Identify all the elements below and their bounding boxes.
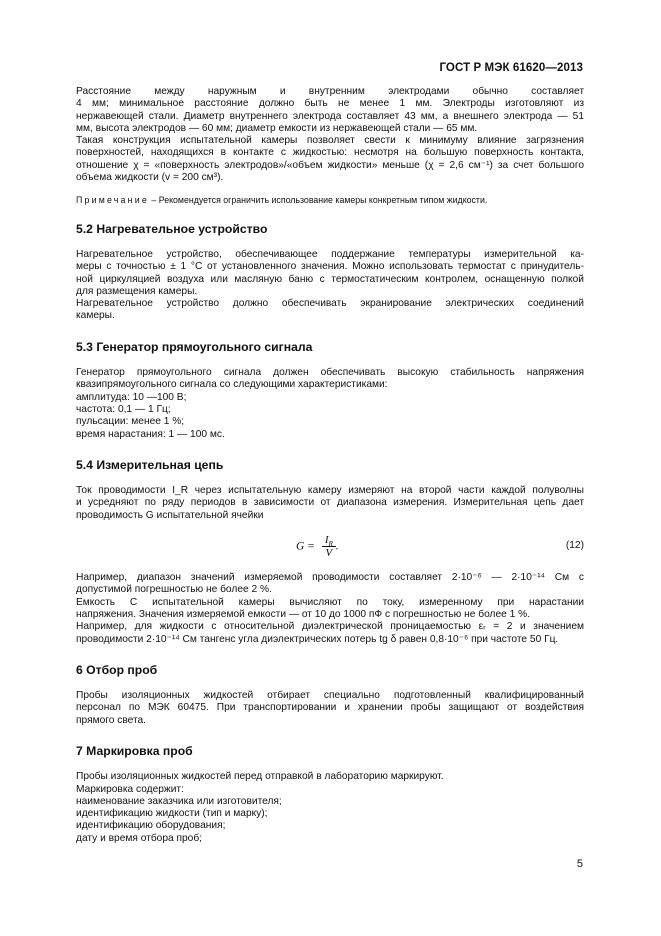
s52-paragraph-2 [76, 298, 584, 323]
formula-numerator [322, 534, 336, 547]
formula-denominator: V [325, 547, 333, 560]
text-line: Например, диапазон значений измеряемой проводимости составляет 2·10⁻⁶ — 2·10⁻¹⁴ См с [76, 572, 584, 584]
s54-paragraph-1 [76, 485, 584, 522]
text-line: Нагревательное устройство, обеспечивающее поддержание температуры измерительной ка- [76, 248, 584, 260]
formula-tail: . [335, 540, 339, 553]
s54-paragraph-3 [76, 597, 584, 622]
s54-paragraph-2 [76, 572, 584, 597]
numerator-symbol: I [324, 534, 329, 547]
s54-paragraph-4 [76, 621, 584, 646]
text-line: 4 мм; минимальное расстояние должно быть не менее 1 мм. Электроды изготовляют из [76, 98, 584, 110]
text-line: прямого света. [76, 714, 147, 726]
text-line: напряжения. Значения измеряемой емкости — от 10 до 1000 пФ с погрешностью не более 1 %. [76, 608, 531, 620]
text-line: проводимости 2·10⁻¹⁴ См тангенс угла диэлектрических потерь tg δ равен 0,8·10⁻⁶ при частоте 50 Гц. [76, 633, 559, 645]
formula-lhs: G = [296, 540, 315, 553]
text-line: квазипрямоугольного сигнала со следующими характеристиками: [76, 379, 388, 391]
text-line: поверхностей, находящихся в контакте с жидкостью: несмотря на большую поверхность контакта, [76, 147, 584, 159]
text-line: Пробы изоляционных жидкостей отбирает специально подготовленный квалифицированный [76, 690, 584, 702]
text-line: для размещения камеры. [76, 285, 198, 297]
section-heading-5-3: 5.3 Генератор прямоугольного сигнала [76, 339, 313, 354]
page-content [76, 86, 584, 845]
text-line: проводимость G испытательной ячейки [76, 509, 264, 521]
list-item: Маркировка содержит: [76, 783, 184, 795]
numerator-subscript: R [328, 540, 333, 549]
text-line: Ток проводимости I_R через испытательную камеру измеряют на второй части каждой полуволны [76, 485, 584, 497]
text-line: Такая конструкция испытательной камеры позволяет свести к минимуму влияние загрязнения [76, 135, 584, 147]
note-text: – Рекомендуется ограничить использование камеры конкретным типом жидкости. [151, 195, 488, 206]
s6-paragraph-1 [76, 690, 584, 727]
text-line: объема жидкости (v = 200 см³). [76, 172, 224, 184]
formula-expression [296, 534, 339, 560]
section-heading-6: 6 Отбор проб [76, 662, 158, 677]
list-item: идентификацию оборудования; [76, 820, 226, 832]
list-item: наименование заказчика или изготовителя; [76, 795, 282, 807]
text-line: Расстояние между наружным и внутренним электродами обычно составляет [76, 86, 584, 97]
s52-paragraph-1 [76, 249, 584, 298]
note [76, 194, 584, 206]
list-item: дату и время отбора проб; [76, 832, 202, 844]
text-line: Например, для жидкости с относительной диэлектрической проницаемостью εᵣ = 2 и значением [76, 621, 584, 633]
text-line: меры с точностью ± 1 °С от установленного значения. Можно использовать термостат с принудитель- [76, 261, 584, 273]
list-item: амплитуда: 10 —100 В; [76, 391, 187, 403]
section-heading-5-2: 5.2 Нагревательное устройство [76, 221, 268, 236]
note-label: Примечание [76, 195, 149, 206]
list-item: частота: 0,1 — 1 Гц; [76, 403, 171, 415]
text-line: допустимой погрешностью не более 2 %. [76, 584, 272, 596]
intro-paragraph-2 [76, 135, 584, 184]
intro-paragraph-1 [76, 86, 584, 135]
characteristics-list [76, 392, 584, 441]
list-item: пульсации: менее 1 %; [76, 416, 185, 428]
formula-12 [76, 528, 584, 568]
list-item: время нарастания: 1 — 100 мс. [76, 428, 225, 440]
text-line: и усредняют по ряду периодов в зависимости от диапазона измерения. Измерительная цепь дает [76, 497, 584, 509]
standard-header: ГОСТ Р МЭК 61620—2013 [439, 62, 583, 74]
list-item: идентификацию жидкости (тип и марку); [76, 808, 268, 820]
text-line: ной циркуляцией воздуха или масляную баню с термостатическим контролем, оснащенную полкой [76, 273, 584, 285]
page-number: 5 [576, 858, 583, 870]
text-line: Нагревательное устройство должно обеспечивать экранирование электрических соединений [76, 298, 584, 310]
text-line: Емкость C испытательной камеры вычисляют по току, измеренному при нарастании [76, 596, 584, 608]
marking-list [76, 771, 584, 845]
text-line: мм, высота электродов — 60 мм; диаметр емкости из нержавеющей стали — 65 мм. [76, 122, 478, 134]
text-line: Генератор прямоугольного сигнала должен обеспечивать высокую стабильность напряжения [76, 367, 584, 379]
section-heading-7: 7 Маркировка проб [76, 743, 193, 758]
list-item: Пробы изоляционных жидкостей перед отправкой в лабораторию маркируют. [76, 771, 444, 783]
text-line: нержавеющей стали. Диаметр внутреннего электрода составляет 43 мм, а внешнего электрода — 51 [76, 110, 584, 122]
formula-number: (12) [565, 540, 584, 552]
text-line: камеры. [76, 310, 115, 322]
text-line: персонал по МЭК 60475. При транспортировании и хранении пробы защищают от воздействия [76, 702, 584, 714]
formula-fraction [322, 534, 336, 560]
section-heading-5-4: 5.4 Измерительная цепь [76, 457, 224, 472]
text-line: отношение χ = «поверхность электродов»/«объем жидкости» меньше (χ = 2,6 см⁻¹) за счет большого [76, 159, 584, 171]
s53-paragraph-1 [76, 367, 584, 392]
